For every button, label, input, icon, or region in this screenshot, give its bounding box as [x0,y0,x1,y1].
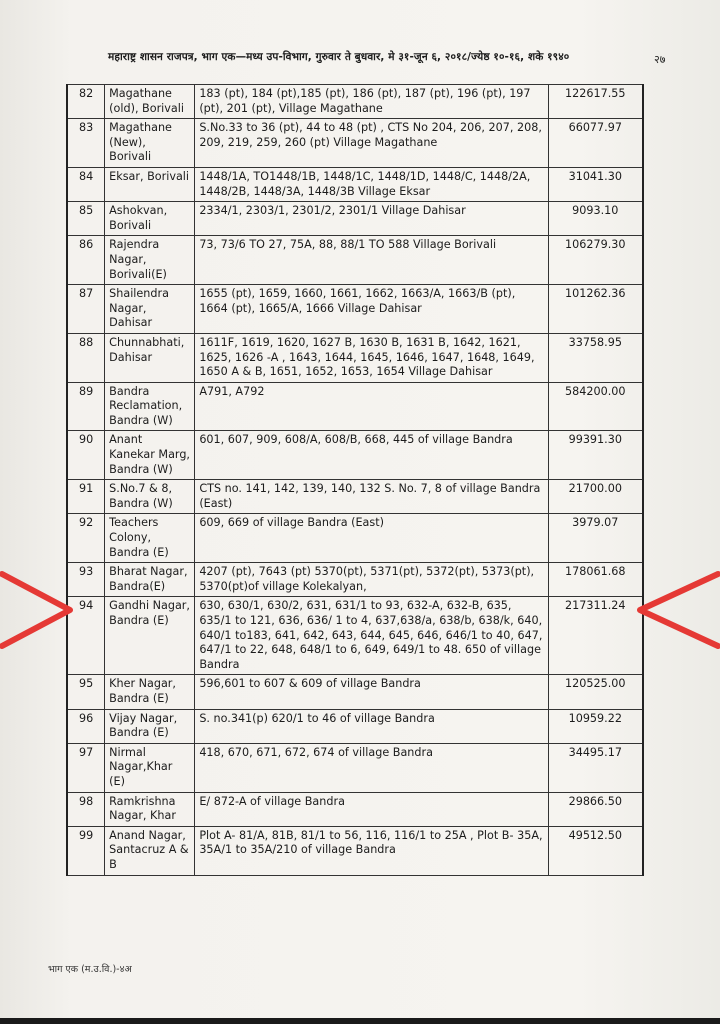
survey-numbers-cell: 183 (pt), 184 (pt),185 (pt), 186 (pt), 187 (pt), 196 (pt), 197 (pt), 201 (pt), Village Magathane [195,85,548,119]
row-number: 85 [67,202,105,236]
location-cell: Chunnabhati, Dahisar [105,333,195,382]
area-cell: 66077.97 [548,119,643,168]
row-number: 94 [67,597,105,675]
page-number: २७ [654,53,666,66]
location-cell: Anand Nagar, Santacruz A & B [105,826,195,875]
table-row [67,119,643,168]
table-row [67,709,643,743]
survey-numbers-cell: 630, 630/1, 630/2, 631, 631/1 to 93, 632-A, 632-B, 635, 635/1 to 121, 636, 636/ 1 to 4, 637,638/a, 638/b, 638/k, 640, 640/1 to183, 641, 642, 643, 644, 645, 646, 646/1 to 40, 647, 647/1 to 22, 648, 648/1 to 6, 649, 649/1 to 48. 650 of village Bandra [195,597,548,675]
survey-numbers-cell: 601, 607, 909, 608/A, 608/B, 668, 445 of village Bandra [195,431,548,480]
location-cell: Kher Nagar, Bandra (E) [105,675,195,709]
area-cell: 120525.00 [548,675,643,709]
table-row [67,431,643,480]
table-row [67,826,643,875]
survey-numbers-cell: S.No.33 to 36 (pt), 44 to 48 (pt) , CTS No 204, 206, 207, 208, 209, 219, 259, 260 (pt) Village Magathane [195,119,548,168]
survey-numbers-cell: 1655 (pt), 1659, 1660, 1661, 1662, 1663/A, 1663/B (pt), 1664 (pt), 1665/A, 1666 Village Dahisar [195,285,548,334]
location-cell: Magathane (old), Borivali [105,85,195,119]
survey-numbers-cell: S. no.341(p) 620/1 to 46 of village Bandra [195,709,548,743]
table-row [67,480,643,514]
area-cell: 34495.17 [548,743,643,792]
row-number: 99 [67,826,105,875]
area-cell: 101262.36 [548,285,643,334]
survey-numbers-cell: 1611F, 1619, 1620, 1627 B, 1630 B, 1631 B, 1642, 1621, 1625, 1626 -A , 1643, 1644, 1645, 1646, 1647, 1648, 1649, 1650 A & B, 1651, 1652, 1653, 1654 Village Dahisar [195,333,548,382]
location-cell: Shailendra Nagar, Dahisar [105,285,195,334]
table-row [67,236,643,285]
row-number: 97 [67,743,105,792]
survey-numbers-cell: E/ 872-A of village Bandra [195,792,548,826]
location-cell: Teachers Colony, Bandra (E) [105,514,195,563]
table-row [67,285,643,334]
table-row [67,743,643,792]
area-cell: 122617.55 [548,85,643,119]
row-number: 88 [67,333,105,382]
table-row [67,514,643,563]
row-number: 96 [67,709,105,743]
area-cell: 3979.07 [548,514,643,563]
location-cell: Vijay Nagar, Bandra (E) [105,709,195,743]
area-cell: 106279.30 [548,236,643,285]
location-cell: Rajendra Nagar, Borivali(E) [105,236,195,285]
table-row [67,563,643,597]
row-number: 93 [67,563,105,597]
row-number: 86 [67,236,105,285]
area-cell: 33758.95 [548,333,643,382]
land-parcel-table [66,84,644,876]
survey-numbers-cell: A791, A792 [195,382,548,431]
survey-numbers-cell: Plot A- 81/A, 81B, 81/1 to 56, 116, 116/1 to 25A , Plot B- 35A, 35A/1 to 35A/210 of village Bandra [195,826,548,875]
table-row [67,597,643,675]
location-cell: Nirmal Nagar,Khar (E) [105,743,195,792]
location-cell: Bharat Nagar, Bandra(E) [105,563,195,597]
location-cell: Anant Kanekar Marg, Bandra (W) [105,431,195,480]
area-cell: 21700.00 [548,480,643,514]
survey-numbers-cell: 2334/1, 2303/1, 2301/2, 2301/1 Village Dahisar [195,202,548,236]
area-cell: 217311.24 [548,597,643,675]
row-number: 84 [67,167,105,201]
location-cell: S.No.7 & 8, Bandra (W) [105,480,195,514]
survey-numbers-cell: 609, 669 of village Bandra (East) [195,514,548,563]
table-row [67,202,643,236]
area-cell: 10959.22 [548,709,643,743]
table-row [67,382,643,431]
survey-numbers-cell: CTS no. 141, 142, 139, 140, 132 S. No. 7, 8 of village Bandra (East) [195,480,548,514]
location-cell: Eksar, Borivali [105,167,195,201]
table-row [67,85,643,119]
row-number: 83 [67,119,105,168]
area-cell: 29866.50 [548,792,643,826]
page-footer: भाग एक (म.उ.वि.)-४अ [48,964,132,975]
row-number: 82 [67,85,105,119]
red-arrow-left-icon [0,566,78,652]
row-number: 87 [67,285,105,334]
location-cell: Bandra Reclamation, Bandra (W) [105,382,195,431]
survey-numbers-cell: 418, 670, 671, 672, 674 of village Bandra [195,743,548,792]
table-row [67,167,643,201]
area-cell: 178061.68 [548,563,643,597]
table-row [67,792,643,826]
location-cell: Gandhi Nagar, Bandra (E) [105,597,195,675]
location-cell: Ramkrishna Nagar, Khar [105,792,195,826]
table-row [67,675,643,709]
area-cell: 31041.30 [548,167,643,201]
row-number: 95 [67,675,105,709]
area-cell: 584200.00 [548,382,643,431]
table-row [67,333,643,382]
page-header: महाराष्ट्र शासन राजपत्र, भाग एक—मध्य उप-विभाग, गुरुवार ते बुधवार, मे ३१-जून ६, २०१८/ज्येष्ठ १०-१६, शके १९४० [108,51,570,63]
survey-numbers-cell: 73, 73/6 TO 27, 75A, 88, 88/1 TO 588 Village Borivali [195,236,548,285]
survey-numbers-cell: 596,601 to 607 & 609 of village Bandra [195,675,548,709]
location-cell: Ashokvan, Borivali [105,202,195,236]
area-cell: 49512.50 [548,826,643,875]
bottom-edge [0,1018,720,1024]
row-number: 89 [67,382,105,431]
row-number: 98 [67,792,105,826]
red-arrow-right-icon [634,568,720,650]
area-cell: 9093.10 [548,202,643,236]
row-number: 92 [67,514,105,563]
area-cell: 99391.30 [548,431,643,480]
survey-numbers-cell: 1448/1A, TO1448/1B, 1448/1C, 1448/1D, 1448/C, 1448/2A, 1448/2B, 1448/3A, 1448/3B Village Eksar [195,167,548,201]
row-number: 90 [67,431,105,480]
location-cell: Magathane (New), Borivali [105,119,195,168]
row-number: 91 [67,480,105,514]
survey-numbers-cell: 4207 (pt), 7643 (pt) 5370(pt), 5371(pt), 5372(pt), 5373(pt), 5370(pt)of village Kolekalyan, [195,563,548,597]
